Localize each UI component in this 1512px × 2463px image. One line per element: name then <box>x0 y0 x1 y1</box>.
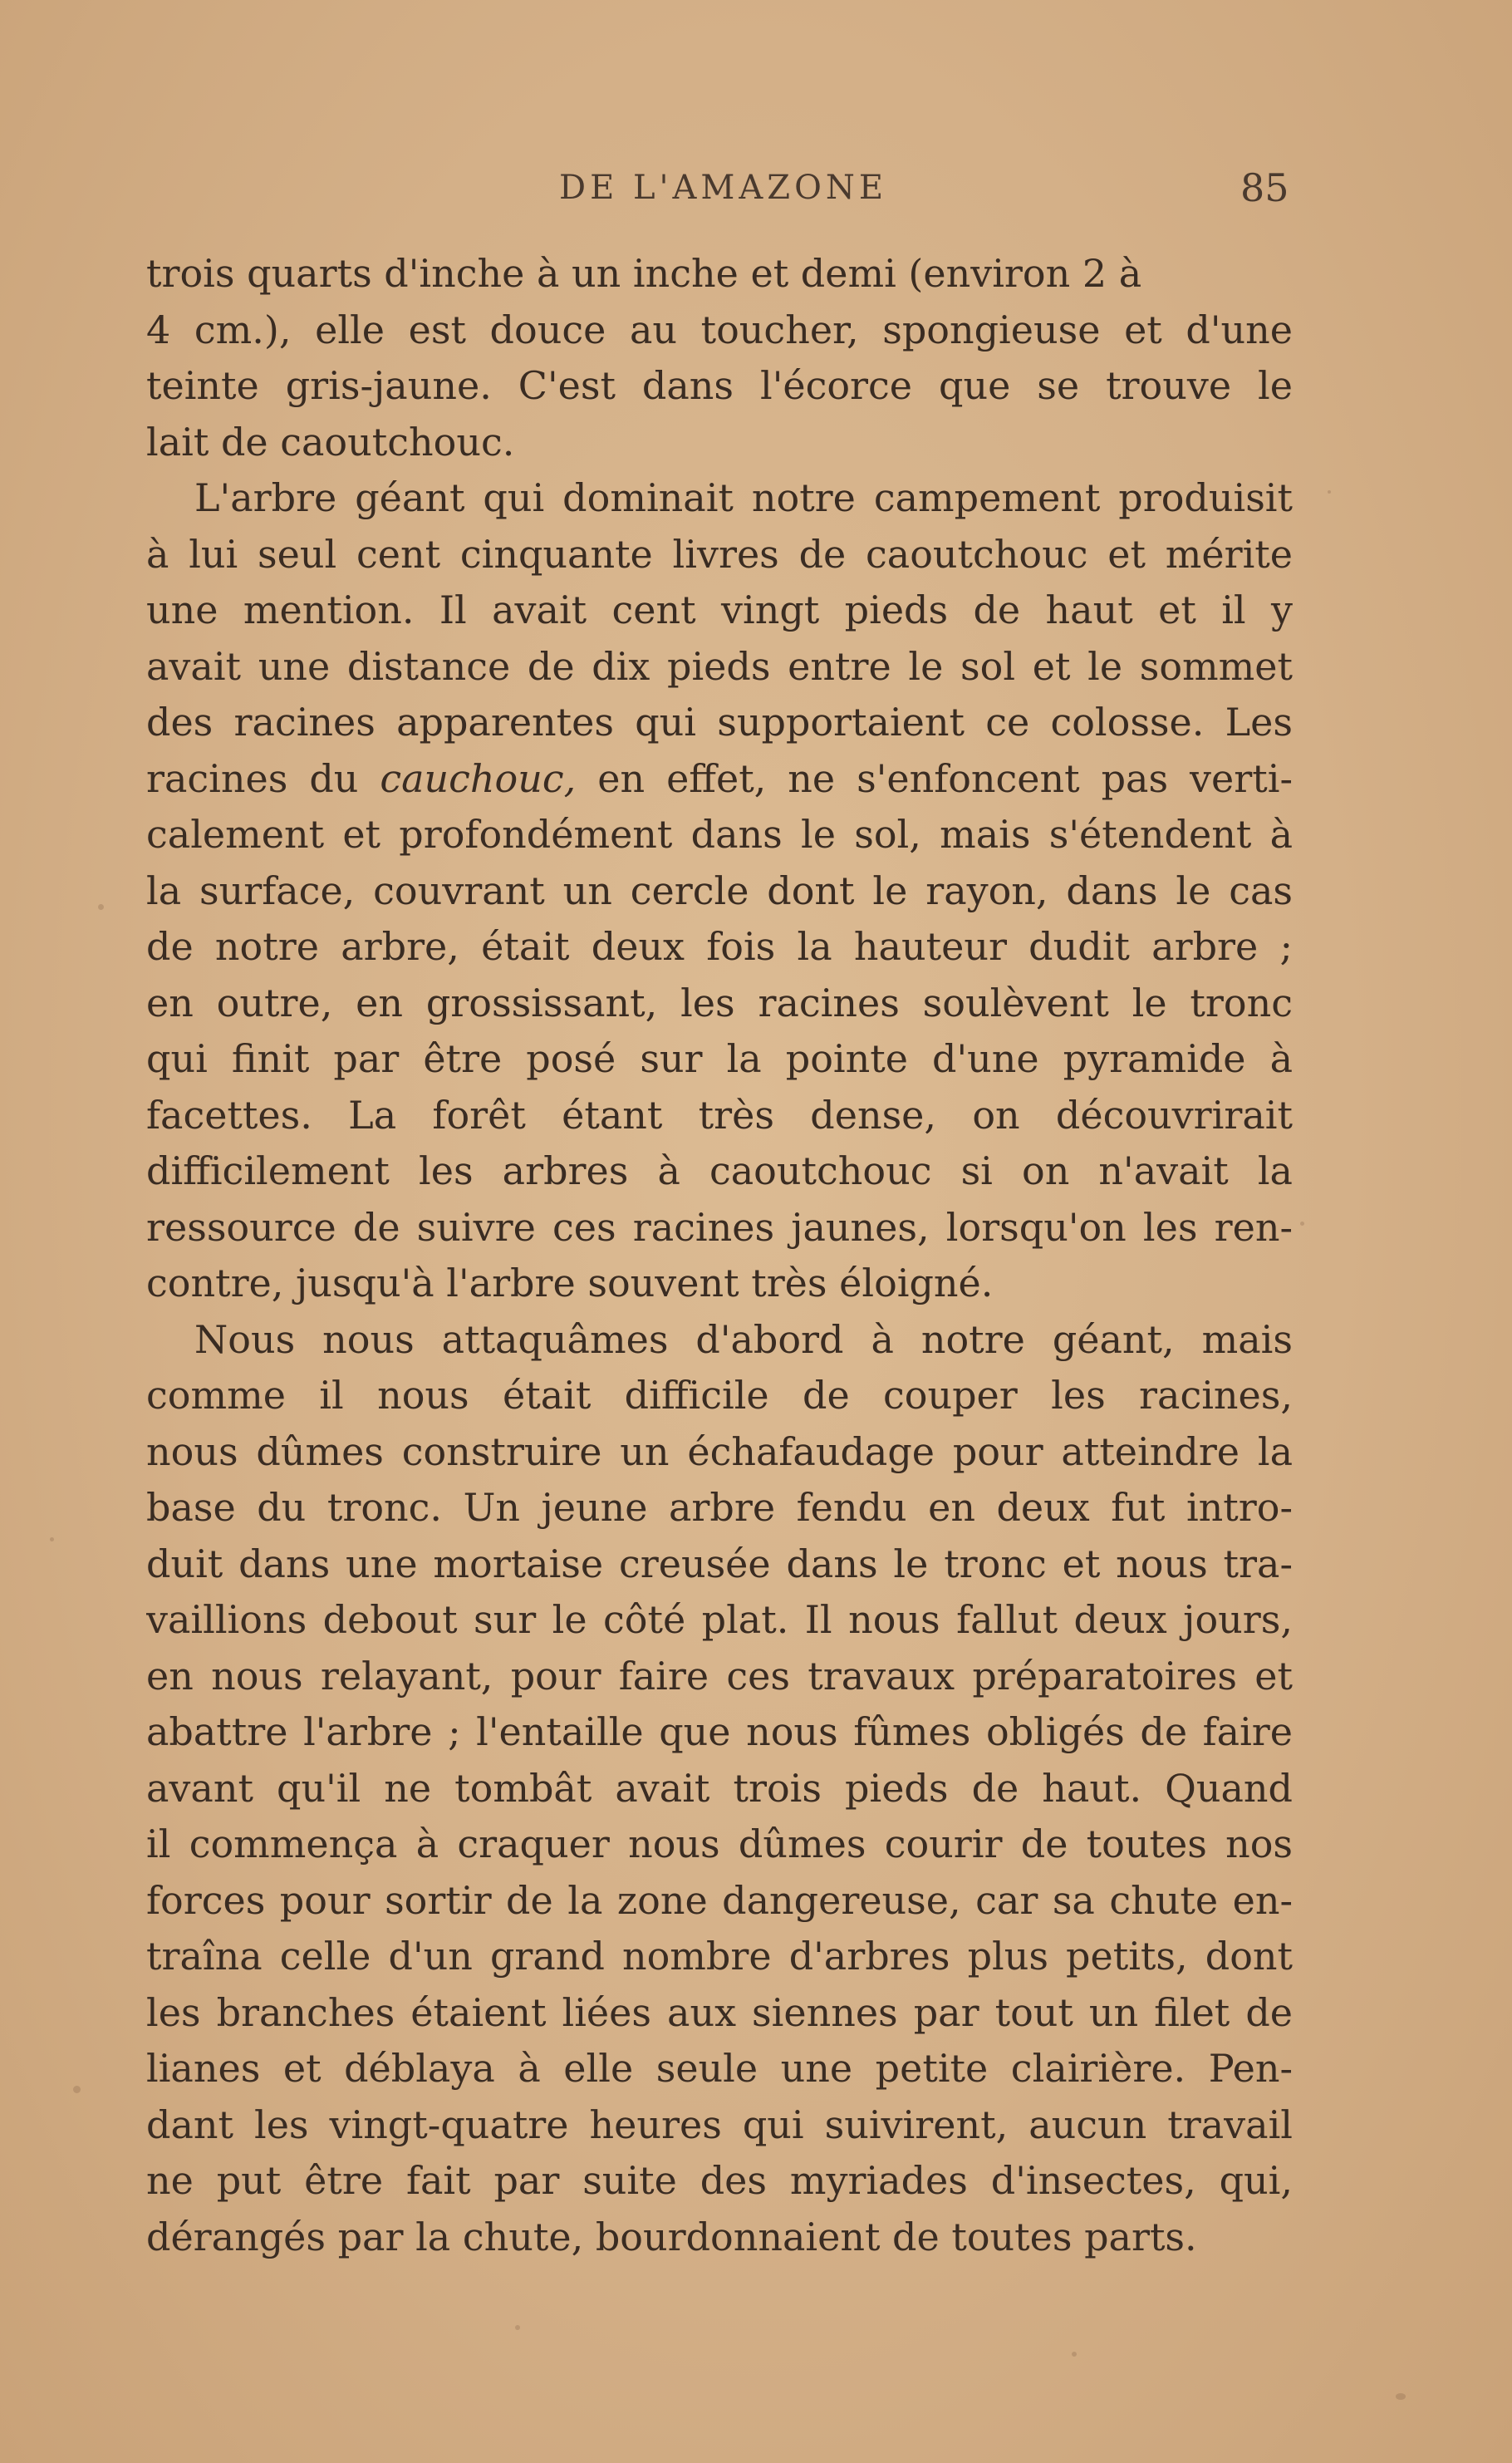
text-line: la surface, couvrant un cercle dont le rayon, dans le cas <box>146 868 1293 913</box>
text-line: à lui seul cent cinquante livres de caoutchouc et mérite <box>146 531 1293 577</box>
text-segment: en effet, ne s'enfoncent pas verti- <box>576 755 1293 801</box>
text-line: traîna celle d'un grand nombre d'arbres plus petits, dont <box>146 1934 1293 1979</box>
text-line: contre, jusqu'à l'arbre souvent très éloigné. <box>146 1261 994 1305</box>
text-line: forces pour sortir de la zone dangereuse, car sa chute en- <box>146 1877 1293 1923</box>
text-line: difficilement les arbres à caoutchouc si on n'avait la <box>146 1148 1293 1193</box>
text-line: dérangés par la chute, bourdonnaient de toutes parts. <box>146 2214 1197 2259</box>
text-line: lianes et déblaya à elle seule une petite clairière. Pen- <box>146 2046 1293 2091</box>
text-line: avait une distance de dix pieds entre le sol et le sommet <box>146 643 1293 689</box>
text-line: teinte gris-jaune. C'est dans l'écorce que se trouve le <box>146 363 1293 408</box>
text-line: de notre arbre, était deux fois la hauteur dudit arbre ; <box>146 924 1293 969</box>
text-line: vaillions debout sur le côté plat. Il nous fallut deux jours, <box>146 1597 1293 1642</box>
paper-speck <box>1072 2352 1077 2357</box>
text-line: lait de caoutchouc. <box>146 419 515 465</box>
text-line-with-italic <box>146 751 1293 808</box>
text-line: en outre, en grossissant, les racines soulèvent le tronc <box>146 980 1293 1025</box>
text-line: trois quarts d'inche à un inche et demi (environ 2 à <box>146 251 1142 296</box>
paper-speck <box>1396 2393 1406 2400</box>
text-line: une mention. Il avait cent vingt pieds de haut et il y <box>146 587 1293 632</box>
text-line: abattre l'arbre ; l'entaille que nous fûmes obligés de faire <box>146 1709 1293 1754</box>
text-line: nous dûmes construire un échafaudage pour atteindre la <box>146 1428 1293 1474</box>
paper-speck <box>50 1537 54 1541</box>
text-line: facettes. La forêt étant très dense, on découvrirait <box>146 1092 1293 1138</box>
text-line: des racines apparentes qui supportaient ce colosse. Les <box>146 700 1293 745</box>
text-line: qui finit par être posé sur la pointe d'une pyramide à <box>146 1036 1293 1081</box>
paragraph-start-line: L'arbre géant qui dominait notre campement produisit <box>194 475 1293 520</box>
text-line: ne put être fait par suite des myriades d'insectes, qui, <box>146 2158 1293 2203</box>
text-line: calement et profondément dans le sol, mais s'étendent à <box>146 812 1293 857</box>
italic-term: cauchouc, <box>380 755 577 801</box>
text-line: duit dans une mortaise creusée dans le tronc et nous tra- <box>146 1541 1293 1586</box>
running-head <box>0 165 1512 219</box>
text-line: base du tronc. Un jeune arbre fendu en deux fut intro- <box>146 1485 1293 1530</box>
running-title: DE L'AMAZONE <box>559 169 888 207</box>
text-line: ressource de suivre ces racines jaunes, lorsqu'on les ren- <box>146 1204 1293 1250</box>
text-line: en nous relayant, pour faire ces travaux préparatoires et <box>146 1653 1293 1699</box>
paragraph-start-line: Nous nous attaquâmes d'abord à notre géant, mais <box>194 1316 1293 1362</box>
paper-speck <box>1328 490 1331 494</box>
text-line: il commença à craquer nous dûmes courir de toutes nos <box>146 1821 1293 1866</box>
text-segment: racines du <box>146 755 380 801</box>
text-line: dant les vingt-quatre heures qui suivirent, aucun travail <box>146 2102 1293 2147</box>
paper-speck <box>515 2325 520 2330</box>
text-line: 4 cm.), elle est douce au toucher, spongieuse et d'une <box>146 307 1293 352</box>
paper-speck <box>98 904 104 910</box>
text-line: les branches étaient liées aux siennes par tout un filet de <box>146 1989 1293 2035</box>
paper-speck <box>73 2086 81 2093</box>
body-text <box>146 246 1293 2265</box>
paper-speck <box>1300 1222 1304 1226</box>
page-number: 85 <box>1240 165 1289 210</box>
text-line: avant qu'il ne tombât avait trois pieds de haut. Quand <box>146 1765 1293 1811</box>
text-line: comme il nous était difficile de couper les racines, <box>146 1373 1293 1418</box>
